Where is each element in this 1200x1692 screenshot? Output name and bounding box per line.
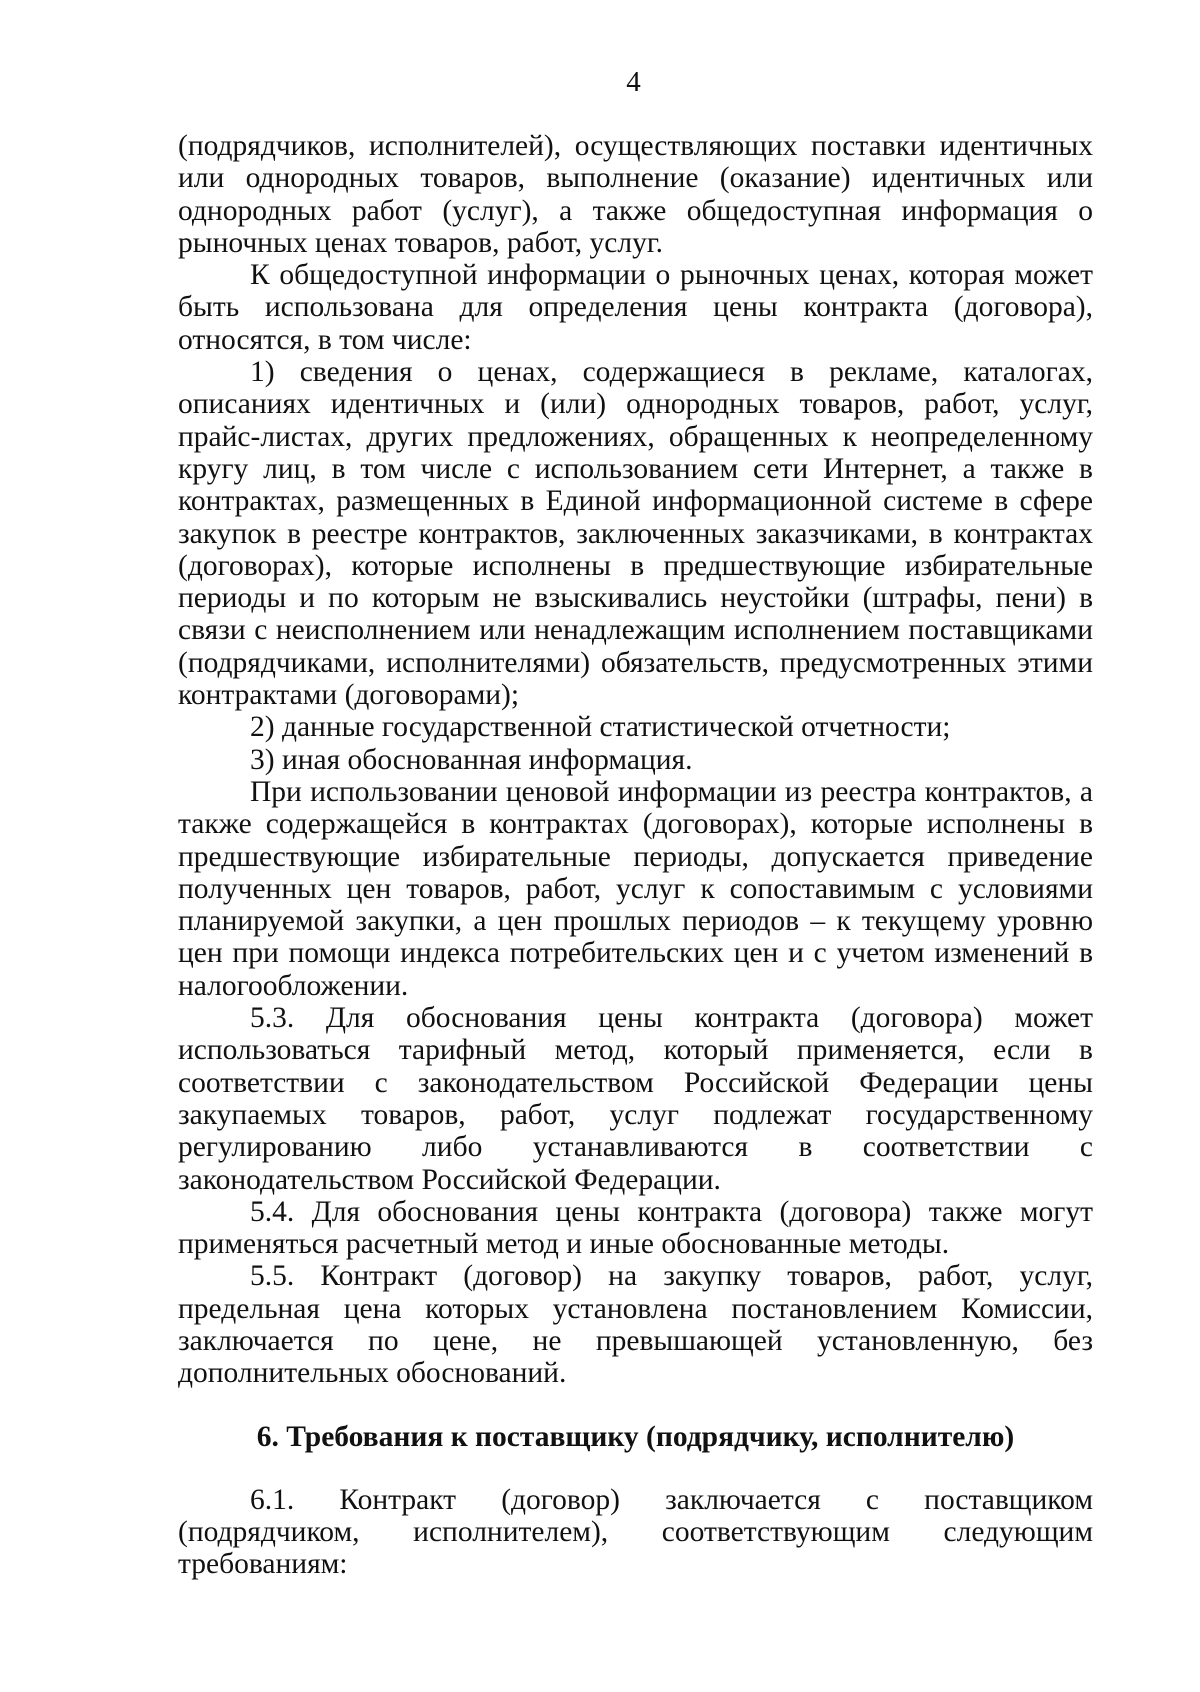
paragraph-public-info: К общедоступной информации о рыночных ценах, которая может быть использована для определения цены контракта (договора), относятся, в том числе: — [178, 259, 1093, 356]
clause-6-1: 6.1. Контракт (договор) заключается с поставщиком (подрядчиком, исполнителем), соответствующим следующим требованиям: — [178, 1483, 1093, 1581]
list-item-3: 3) иная обоснованная информация. — [250, 743, 693, 776]
paragraph-continuation: (подрядчиков, исполнителей), осуществляющих поставки идентичных или однородных товаров, выполнение (оказание) идентичных или однородных работ (услуг), а также общедоступная информация о рыночных ценах товаров, работ, услуг. — [178, 130, 1093, 259]
paragraph-registry-prices: При использовании ценовой информации из реестра контрактов, а также содержащейся в контрактах (договорах), которые исполнены в предшествующие избирательные периоды, допускается приведение полученных цен товаров, работ, услуг к сопоставимым с условиями планируемой закупки, а цен прошлых периодов – к текущему уровню цен при помощи индекса потребительских цен и с учетом изменений в налогообложении. — [178, 775, 1093, 1002]
clause-5-5: 5.5. Контракт (договор) на закупку товаров, работ, услуг, предельная цена которых установлена постановлением Комиссии, заключается по цене, не превышающей установленную, без дополнительных обоснований. — [178, 1260, 1093, 1390]
page-number: 4 — [626, 66, 641, 98]
list-item-1: 1) сведения о ценах, содержащиеся в рекламе, каталогах, описаниях идентичных и (или) однородных товаров, работ, услуг, прайс-листах, других предложениях, обращенных к неопределенному кругу лиц, в том числе с использованием сети Интернет, а также в контрактах, размещенных в Единой информационной системе в сфере закупок в реестре контрактов, заключенных заказчиками, в контрактах (договорах), которые исполнены в предшествующие избирательные периоды и по которым не взыскивались неустойки (штрафы, пени) в связи с неисполнением или ненадлежащим исполнением поставщиками (подрядчиками, исполнителями) обязательств, предусмотренных этими контрактами (договорами); — [178, 356, 1093, 712]
list-item-2: 2) данные государственной статистической отчетности; — [250, 711, 951, 744]
clause-5-3: 5.3. Для обоснования цены контракта (договора) может использоваться тарифный метод, который применяется, если в соответствии с законодательством Российской Федерации цены закупаемых товаров, работ, услуг подлежат государственному регулированию либо устанавливаются в соответствии с законодательством Российской Федерации. — [178, 1002, 1093, 1196]
section-heading: 6. Требования к поставщику (подрядчику, исполнителю) — [256, 1420, 1015, 1453]
document-body — [178, 130, 1093, 1581]
clause-5-4: 5.4. Для обоснования цены контракта (договора) также могут применяться расчетный метод и иные обоснованные методы. — [178, 1195, 1093, 1261]
